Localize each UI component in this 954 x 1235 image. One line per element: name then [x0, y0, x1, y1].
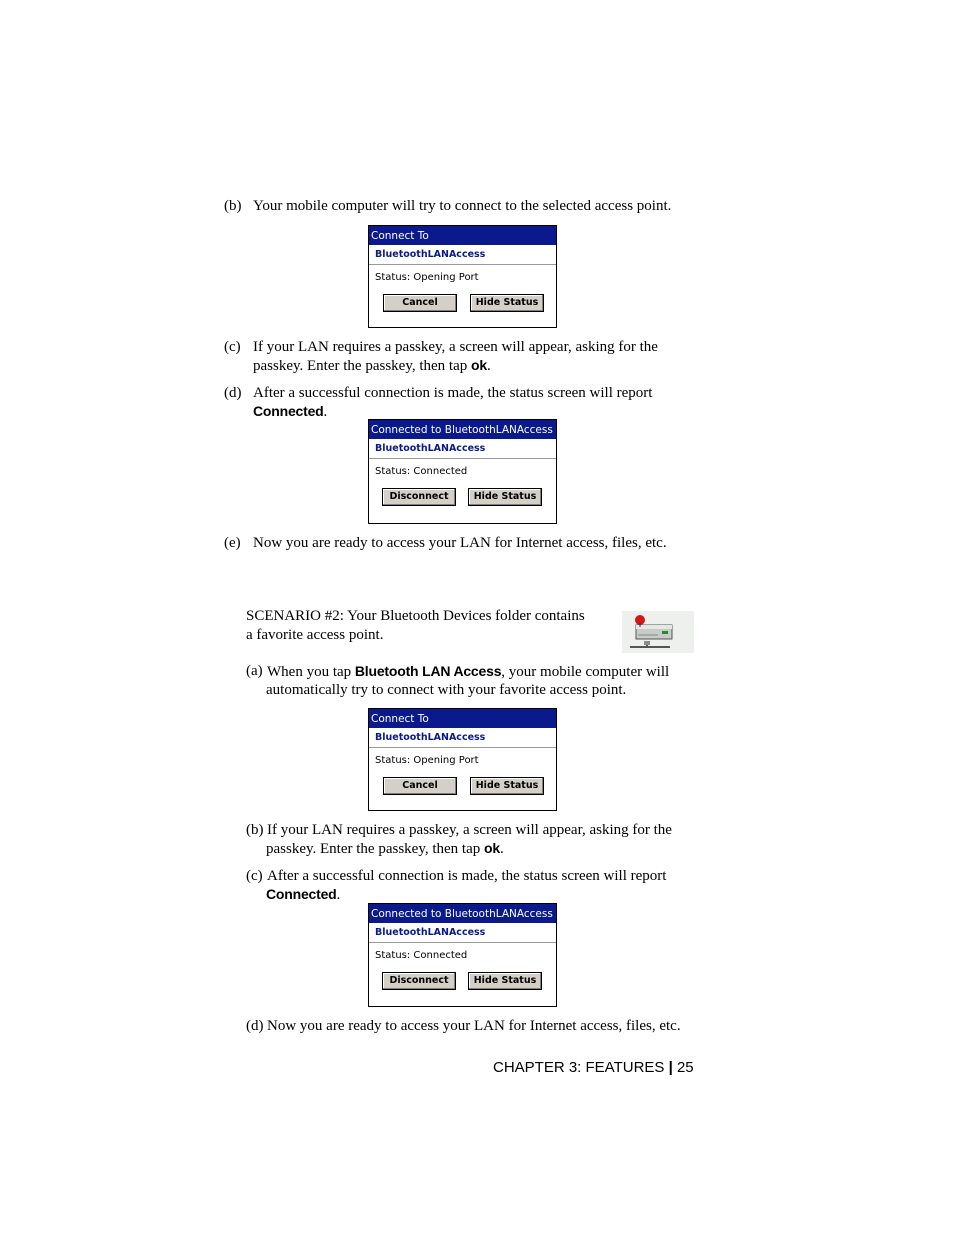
connect-dialog: [368, 708, 557, 811]
footer-separator: |: [668, 1059, 673, 1076]
bluetooth-lan-access-keyword: Bluetooth LAN Access: [354, 663, 502, 679]
dialog-status: Status: Opening Port: [375, 755, 479, 766]
page-footer: [493, 1059, 694, 1076]
dialog-status: Status: Connected: [375, 466, 468, 477]
step-label: (d): [246, 1018, 264, 1034]
step-label: (b): [224, 198, 242, 214]
step-label: (c): [246, 868, 263, 884]
dialog-device-name: BluetoothLANAccess: [369, 439, 556, 459]
step-label: (e): [224, 535, 241, 551]
punct: .: [323, 404, 328, 420]
step-text: Now you are ready to access your LAN for Internet access, files, etc.: [253, 535, 667, 551]
chapter-title: CHAPTER 3: FEATURES: [493, 1059, 669, 1076]
punct: .: [486, 358, 491, 374]
connected-dialog: [368, 903, 557, 1007]
step-text: After a successful connection is made, the status screen will report: [253, 385, 653, 401]
step-text: , your mobile computer will: [501, 664, 670, 680]
dialog-title: Connect To: [369, 709, 556, 728]
step-text: If your LAN requires a passkey, a screen will appear, asking for the: [267, 822, 672, 838]
scenario2-step-b: [246, 821, 706, 861]
disconnect-button[interactable]: Disconnect: [382, 972, 456, 990]
ok-keyword: ok: [484, 840, 500, 856]
dialog-device-name: BluetoothLANAccess: [369, 923, 556, 943]
connected-dialog: [368, 419, 557, 524]
lan-access-point-icon: [622, 611, 694, 653]
connected-keyword: Connected: [266, 886, 337, 902]
dialog-title: Connected to BluetoothLANAccess: [369, 420, 556, 439]
step-text: If your LAN requires a passkey, a screen will appear, asking for the: [253, 339, 658, 355]
step-text: After a successful connection is made, the status screen will report: [267, 868, 667, 884]
punct: .: [499, 841, 504, 857]
step-label: (a): [246, 663, 263, 679]
step-label: (c): [224, 339, 241, 355]
dialog-title: Connected to BluetoothLANAccess: [369, 904, 556, 923]
step-label: (b): [246, 822, 264, 838]
dialog-title: Connect To: [369, 226, 556, 245]
step-label: (d): [224, 385, 242, 401]
cancel-button[interactable]: Cancel: [383, 777, 457, 795]
ok-keyword: ok: [471, 357, 487, 373]
scenario2-step-c: [246, 867, 706, 907]
heading-line: a favorite access point.: [246, 627, 384, 643]
step-text: When you tap: [267, 664, 355, 680]
dialog-device-name: BluetoothLANAccess: [369, 728, 556, 748]
scenario2-step-a: [246, 662, 706, 702]
hide-status-button[interactable]: Hide Status: [468, 488, 542, 506]
step-text: passkey. Enter the passkey, then tap: [253, 358, 471, 374]
page-number: 25: [672, 1059, 694, 1076]
step-text: passkey. Enter the passkey, then tap: [266, 841, 484, 857]
step-text: automatically try to connect with your favorite access point.: [266, 682, 627, 698]
step-d: [224, 384, 704, 424]
dialog-device-name: BluetoothLANAccess: [369, 245, 556, 265]
connected-keyword: Connected: [253, 403, 324, 419]
punct: .: [336, 887, 341, 903]
heading-line: SCENARIO #2: Your Bluetooth Devices folder contains: [246, 608, 585, 624]
hide-status-button[interactable]: Hide Status: [470, 294, 544, 312]
dialog-status: Status: Opening Port: [375, 272, 479, 283]
cancel-button[interactable]: Cancel: [383, 294, 457, 312]
step-c: [224, 338, 704, 378]
dialog-status: Status: Connected: [375, 950, 468, 961]
step-text: Now you are ready to access your LAN for Internet access, files, etc.: [267, 1018, 681, 1034]
scenario-heading: [246, 607, 616, 647]
step-text: Your mobile computer will try to connect to the selected access point.: [253, 198, 672, 214]
disconnect-button[interactable]: Disconnect: [382, 488, 456, 506]
hide-status-button[interactable]: Hide Status: [468, 972, 542, 990]
connect-dialog: [368, 225, 557, 328]
lan-access-point-icon: [622, 611, 694, 653]
hide-status-button[interactable]: Hide Status: [470, 777, 544, 795]
